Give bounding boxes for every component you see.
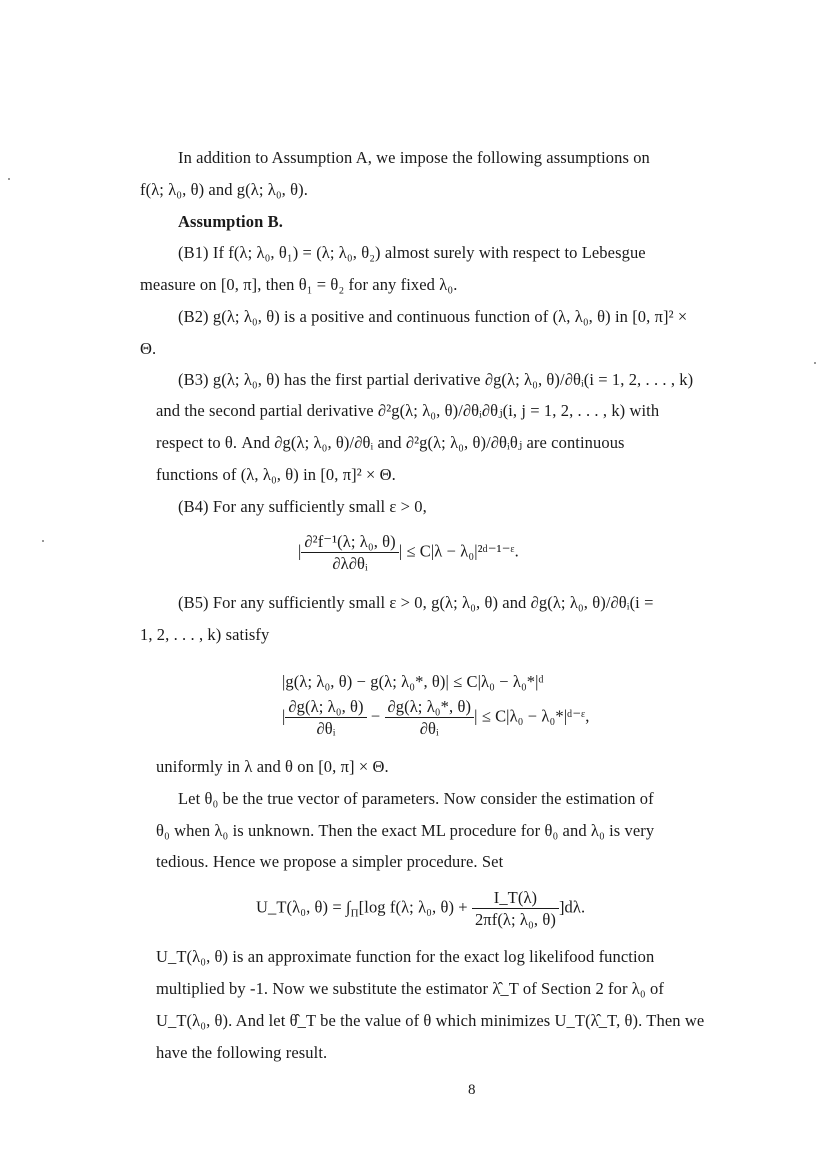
- estimation-line-1: Let θ₀ be the true vector of parameters. Now consider the estimation of: [178, 789, 654, 808]
- b5-after: uniformly in λ and θ on [0, π] × Θ.: [156, 757, 389, 776]
- b4-line-1: (B4) For any sufficiently small ε > 0,: [178, 497, 427, 516]
- b4-equation: [298, 532, 519, 573]
- ut-end: ]dλ.: [558, 897, 586, 917]
- scan-speck: [42, 540, 44, 542]
- b5-rhs: | ≤ C|λ₀ − λ₀*|ᵈ⁻ᵋ,: [474, 706, 590, 726]
- b5-line-1: (B5) For any sufficiently small ε > 0, g(λ; λ₀, θ) and ∂g(λ; λ₀, θ)/∂θᵢ(i =: [178, 593, 654, 612]
- estimation-line-2: θ₀ when λ₀ is unknown. Then the exact ML procedure for θ₀ and λ₀ is very: [156, 821, 655, 840]
- b3-line-3: respect to θ. And ∂g(λ; λ₀, θ)/∂θᵢ and ∂²g(λ; λ₀, θ)/∂θᵢθⱼ are continuous: [156, 433, 625, 452]
- b5-numerator-1: ∂g(λ; λ₀, θ): [285, 697, 366, 718]
- page-number: 8: [468, 1082, 476, 1098]
- closing-line-3: U_T(λ₀, θ). And let θ̂_T be the value of θ which minimizes U_T(λ̂_T, θ). Then we: [156, 1011, 705, 1030]
- b5-fraction-2: [385, 697, 475, 738]
- minus-sign: −: [370, 706, 381, 726]
- section-heading: Assumption B.: [178, 212, 283, 231]
- closing-line-4: have the following result.: [156, 1043, 328, 1062]
- scan-speck: [814, 362, 816, 364]
- b4-numerator: ∂²f⁻¹(λ; λ₀, θ): [301, 532, 398, 553]
- b5-denominator-2: ∂θᵢ: [419, 719, 439, 738]
- ut-integral-domain: Π: [350, 907, 359, 920]
- b5-fraction-1: [285, 697, 366, 738]
- b1-line-1: (B1) If f(λ; λ₀, θ₁) = (λ; λ₀, θ₂) almost surely with respect to Lebesgue: [178, 243, 646, 262]
- ut-lhs: U_T(λ₀, θ) = ∫: [256, 897, 351, 917]
- b4-rhs: | ≤ C|λ − λ₀|²ᵈ⁻¹⁻ᵋ.: [398, 541, 519, 561]
- abs-bar-open: |: [298, 541, 302, 561]
- b5-denominator-1: ∂θᵢ: [316, 719, 336, 738]
- closing-line-2: multiplied by -1. Now we substitute the estimator λ̂_T of Section 2 for λ₀ of: [156, 979, 664, 998]
- b5-numerator-2: ∂g(λ; λ₀*, θ): [385, 697, 475, 718]
- b5-equation-2: [282, 697, 589, 738]
- b5-equation-1: |g(λ; λ₀, θ) − g(λ; λ₀*, θ)| ≤ C|λ₀ − λ₀*|ᵈ: [282, 672, 544, 691]
- estimation-line-3: tedious. Hence we propose a simpler procedure. Set: [156, 852, 504, 871]
- b3-line-1: (B3) g(λ; λ₀, θ) has the first partial derivative ∂g(λ; λ₀, θ)/∂θᵢ(i = 1, 2, . . . , k): [178, 370, 694, 389]
- b5-line-2: 1, 2, . . . , k) satisfy: [140, 625, 270, 644]
- ut-numerator: I_T(λ): [472, 888, 559, 909]
- ut-fraction: [472, 888, 559, 929]
- ut-denominator: 2πf(λ; λ₀, θ): [474, 910, 556, 929]
- intro-line-1: In addition to Assumption A, we impose the following assumptions on: [178, 148, 650, 167]
- intro-line-2: f(λ; λ₀, θ) and g(λ; λ₀, θ).: [140, 180, 308, 199]
- b2-line-2: Θ.: [140, 339, 157, 358]
- b3-line-2: and the second partial derivative ∂²g(λ; λ₀, θ)/∂θᵢ∂θⱼ(i, j = 1, 2, . . . , k) with: [156, 401, 660, 420]
- abs-bar-open: |: [282, 706, 286, 726]
- b1-line-2: measure on [0, π], then θ₁ = θ₂ for any fixed λ₀.: [140, 275, 458, 294]
- b4-denominator: ∂λ∂θᵢ: [332, 554, 368, 573]
- scan-speck: [8, 178, 10, 180]
- b2-line-1: (B2) g(λ; λ₀, θ) is a positive and continuous function of (λ, λ₀, θ) in [0, π]² ×: [178, 307, 688, 326]
- b4-fraction: [301, 532, 398, 573]
- b3-line-4: functions of (λ, λ₀, θ) in [0, π]² × Θ.: [156, 465, 396, 484]
- closing-line-1: U_T(λ₀, θ) is an approximate function for the exact log likelifood function: [156, 947, 655, 966]
- ut-equation: [256, 888, 585, 929]
- ut-mid: [log f(λ; λ₀, θ) +: [358, 897, 468, 917]
